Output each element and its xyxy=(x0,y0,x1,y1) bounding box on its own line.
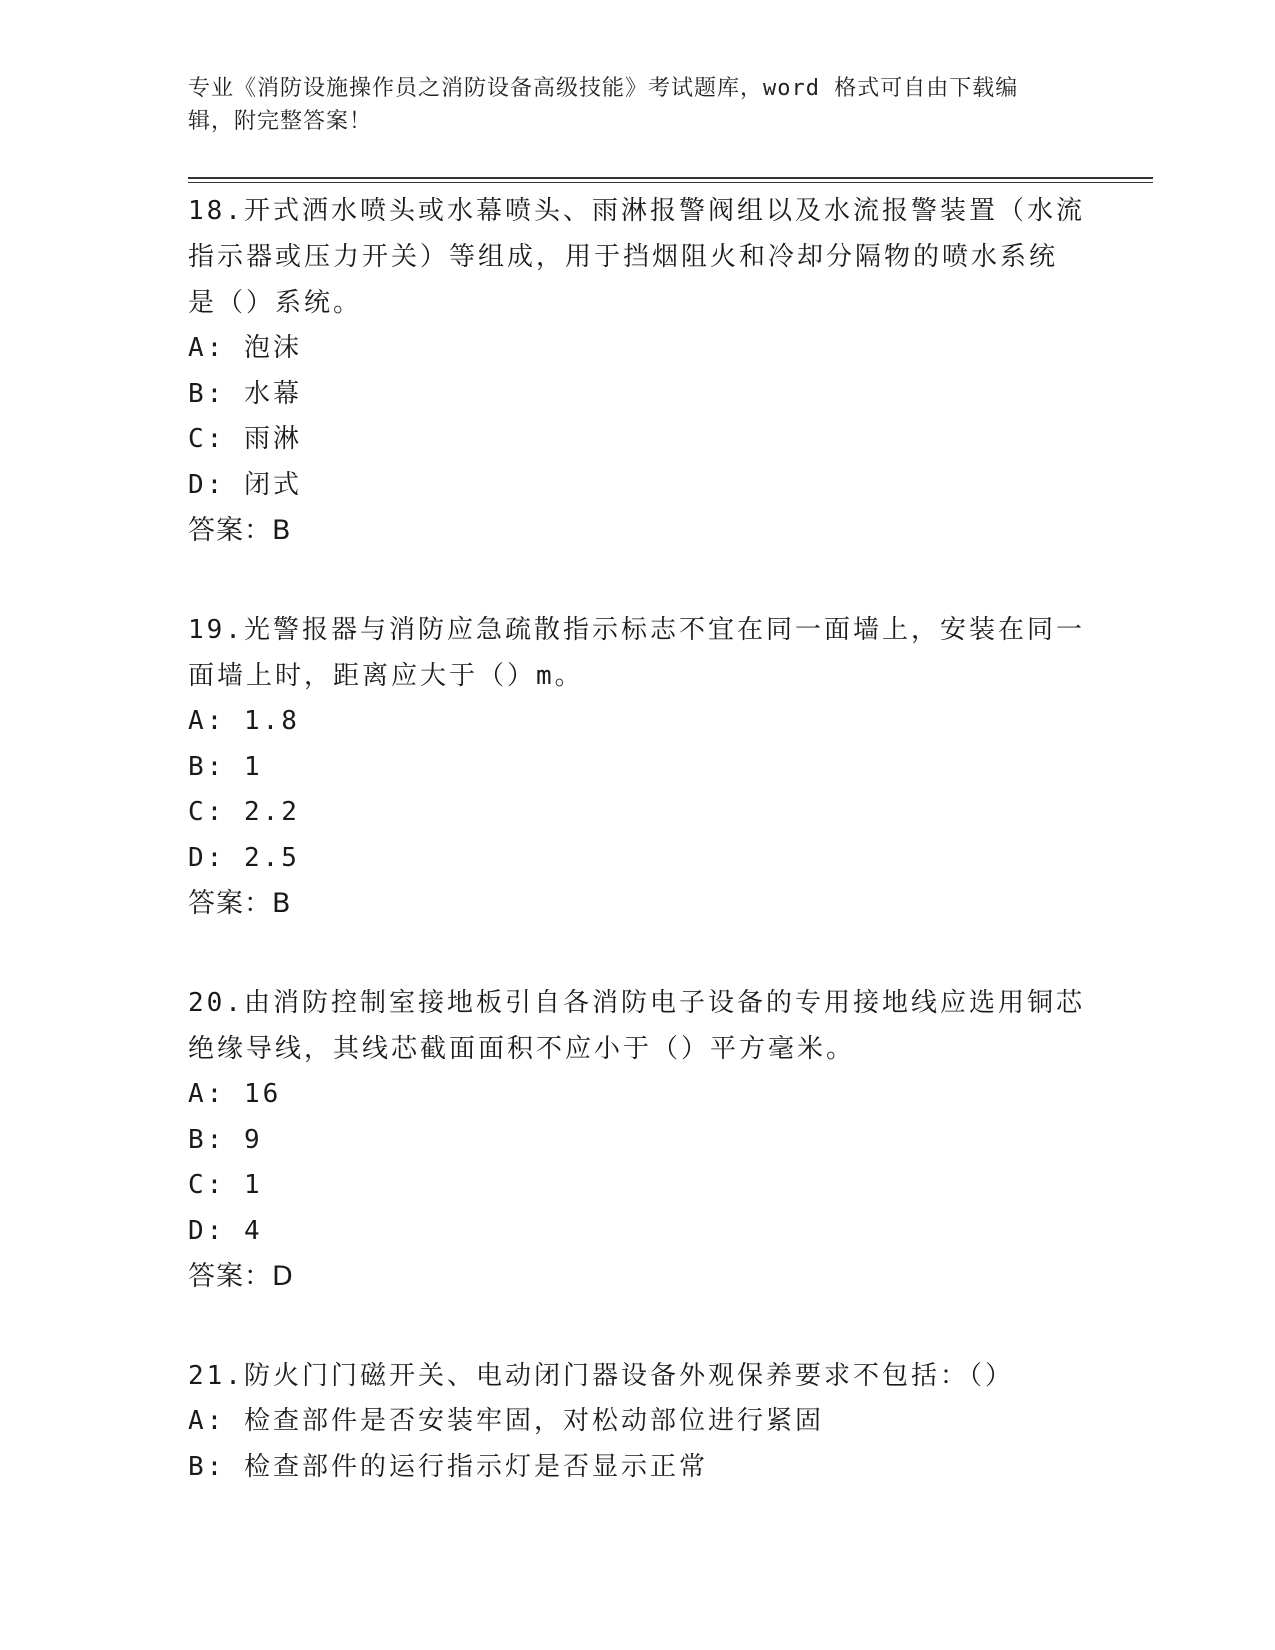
header-line: 辑，附完整答案！ xyxy=(188,109,373,134)
answer-label: 答案：B xyxy=(188,888,292,919)
option-c: C: 雨淋 xyxy=(188,424,302,454)
question-spacer xyxy=(188,553,1088,607)
question-stem-line: 20.由消防控制室接地板引自各消防电子设备的专用接地线应选用铜芯 xyxy=(188,988,1085,1018)
header-divider-thin xyxy=(188,182,1153,183)
option-a: A: 检查部件是否安装牢固，对松动部位进行紧固 xyxy=(188,1406,824,1436)
option-b: B: 1 xyxy=(188,751,263,782)
question-spacer xyxy=(188,926,1088,980)
question-stem-line: 绝缘导线，其线芯截面面积不应小于（）平方毫米。 xyxy=(188,1034,856,1064)
header-line: 专业《消防设施操作员之消防设备高级技能》考试题库，word 格式可自由下载编 xyxy=(188,76,1019,101)
question-spacer xyxy=(188,1299,1088,1353)
answer-label: 答案：B xyxy=(188,515,292,546)
question-stem-line: 19.光警报器与消防应急疏散指示标志不宜在同一面墙上，安装在同一 xyxy=(188,615,1085,645)
question-20 xyxy=(188,980,1088,1299)
question-stem-line: 18.开式洒水喷头或水幕喷头、雨淋报警阀组以及水流报警装置（水流 xyxy=(188,196,1085,226)
option-b: B: 9 xyxy=(188,1124,263,1155)
option-b: B: 检查部件的运行指示灯是否显示正常 xyxy=(188,1451,708,1482)
option-b: B: 水幕 xyxy=(188,378,302,409)
option-d: D: 2.5 xyxy=(188,842,300,873)
option-c: C: 2.2 xyxy=(188,797,300,827)
option-d: D: 4 xyxy=(188,1215,263,1246)
option-c: C: 1 xyxy=(188,1170,263,1200)
question-stem-line: 指示器或压力开关）等组成，用于挡烟阻火和冷却分隔物的喷水系统 xyxy=(188,242,1059,272)
document-header xyxy=(188,72,1068,138)
header-divider-thick xyxy=(188,177,1153,179)
question-21 xyxy=(188,1353,1088,1490)
question-19 xyxy=(188,607,1088,926)
option-a: A: 泡沫 xyxy=(188,333,302,363)
option-a: A: 1.8 xyxy=(188,706,300,736)
option-a: A: 16 xyxy=(188,1079,282,1109)
answer-label: 答案：D xyxy=(188,1261,294,1292)
question-stem-line: 面墙上时，距离应大于（）m。 xyxy=(188,661,584,691)
question-18 xyxy=(188,188,1088,553)
question-stem-line: 21.防火门门磁开关、电动闭门器设备外观保养要求不包括：（） xyxy=(188,1361,1014,1391)
question-list xyxy=(188,188,1088,1490)
question-stem-line: 是（）系统。 xyxy=(188,288,363,318)
option-d: D: 闭式 xyxy=(188,469,302,500)
